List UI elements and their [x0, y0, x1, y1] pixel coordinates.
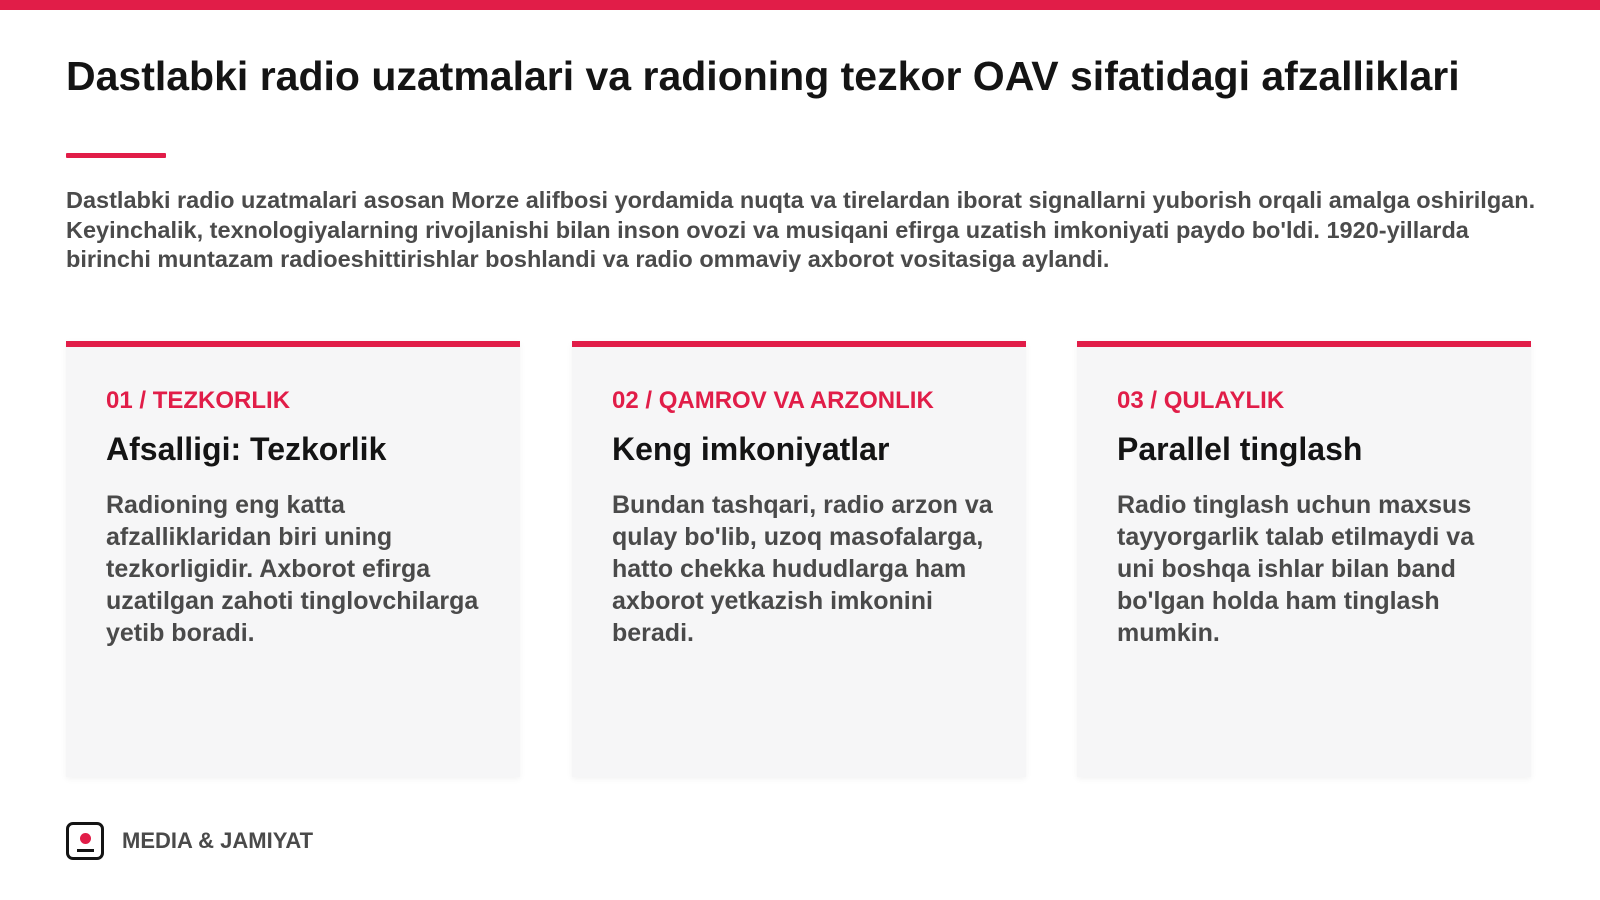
- top-accent-bar: [0, 0, 1600, 10]
- title-underline: [66, 153, 166, 158]
- card-title: Afsalligi: Tezkorlik: [106, 431, 387, 467]
- footer-brand: [66, 820, 313, 862]
- card-convenience: [1077, 341, 1531, 777]
- cards-row: [66, 341, 1532, 777]
- card-tag: 01 / TEZKORLIK: [106, 387, 291, 414]
- brand-label: MEDIA & JAMIYAT: [122, 828, 314, 853]
- card-text: Radio tinglash uchun maxsus tayyorgarlik talab etilmaydi va uni boshqa ishlar bilan band bo'lgan holda ham tinglash mumkin.: [1117, 491, 1475, 647]
- page-title: Dastlabki radio uzatmalari va radioning tezkor OAV sifatidagi afzalliklari: [66, 53, 1460, 99]
- card-tag: 03 / QULAYLIK: [1117, 387, 1285, 414]
- card-text: Bundan tashqari, radio arzon va qulay bo'lib, uzoq masofalarga, hatto chekka hududlarga ham axborot yetkazish imkonini beradi.: [612, 491, 993, 647]
- logo-line: [77, 849, 94, 852]
- card-title: Keng imkoniyatlar: [612, 431, 890, 467]
- card-speed: [66, 341, 520, 777]
- card-title: Parallel tinglash: [1117, 431, 1363, 467]
- card-text: Radioning eng katta afzalliklaridan biri uning tezkorligidir. Axborot efirga uzatilgan zahoti tinglovchilarga yetib boradi.: [106, 491, 479, 647]
- logo-dot: [80, 833, 91, 844]
- card-tag: 02 / QAMROV VA ARZONLIK: [612, 387, 934, 414]
- intro-paragraph: Dastlabki radio uzatmalari asosan Morze alifbosi yordamida nuqta va tirelardan iborat signallarni yuborish orqali amalga oshirilgan. Keyinchalik, texnologiyalarning rivojlanishi bilan inson ovozi va musiqani efirga uzatish imkoniyati paydo bo'ldi. 1920-yillarda birinchi muntazam radioeshittirishlar boshlandi va radio ommaviy axborot vositasiga aylandi.: [66, 187, 1536, 272]
- radio-logo-icon: [66, 822, 104, 860]
- card-reach: [572, 341, 1026, 777]
